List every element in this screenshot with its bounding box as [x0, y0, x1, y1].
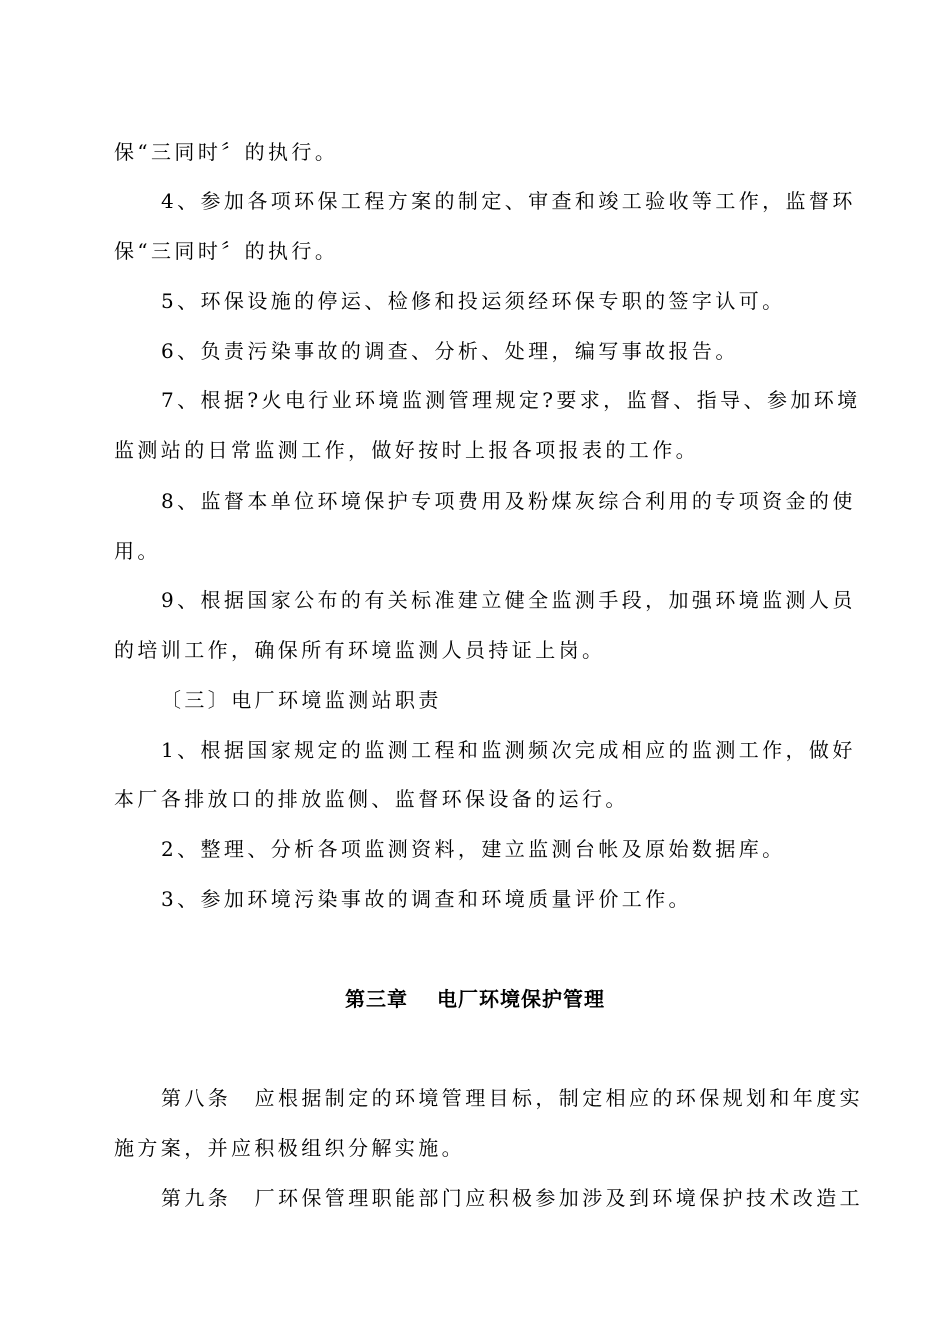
text-line: 保“三同时〞的执行。	[114, 140, 339, 164]
text-line: 用。	[114, 539, 161, 563]
text-line: 5、环保设施的停运、检修和投运须经环保专职的签字认可。	[161, 289, 786, 313]
text-line: 本厂各排放口的排放监侧、监督环保设备的运行。	[114, 787, 629, 811]
text-line: 第八条 应根据制定的环境管理目标，制定相应的环保规划和年度实	[161, 1086, 863, 1110]
text-line: 监测站的日常监测工作，做好按时上报各项报表的工作。	[114, 438, 699, 462]
chapter-title: 第三章 电厂环境保护管理	[345, 987, 605, 1011]
text-line: 9、根据国家公布的有关标准建立健全监测手段，加强环境监测人员	[161, 588, 856, 612]
text-line: 1、根据国家规定的监测工程和监测频次完成相应的监测工作，做好	[161, 738, 856, 762]
text-line: 8、监督本单位环境保护专项费用及粉煤灰综合利用的专项资金的使	[161, 489, 856, 513]
text-line: 2、整理、分析各项监测资料，建立监测台帐及原始数据库。	[161, 837, 786, 861]
text-line: 施方案，并应积极组织分解实施。	[114, 1136, 465, 1160]
text-line: 第九条 厂环保管理职能部门应积极参加涉及到环境保护技术改造工	[161, 1186, 863, 1210]
text-line: 4、参加各项环保工程方案的制定、审查和竣工验收等工作，监督环	[161, 189, 856, 213]
section-heading: 〔三〕电厂环境监测站职责	[161, 688, 442, 712]
text-line: 6、负责污染事故的调查、分析、处理，编写事故报告。	[161, 339, 739, 363]
text-line: 保“三同时〞的执行。	[114, 239, 339, 263]
text-line: 3、参加环境污染事故的调查和环境质量评价工作。	[161, 887, 692, 911]
text-line: 的培训工作，确保所有环境监测人员持证上岗。	[114, 638, 606, 662]
text-line: 7、根据?火电行业环境监测管理规定?要求，监督、指导、参加环境	[161, 388, 861, 412]
